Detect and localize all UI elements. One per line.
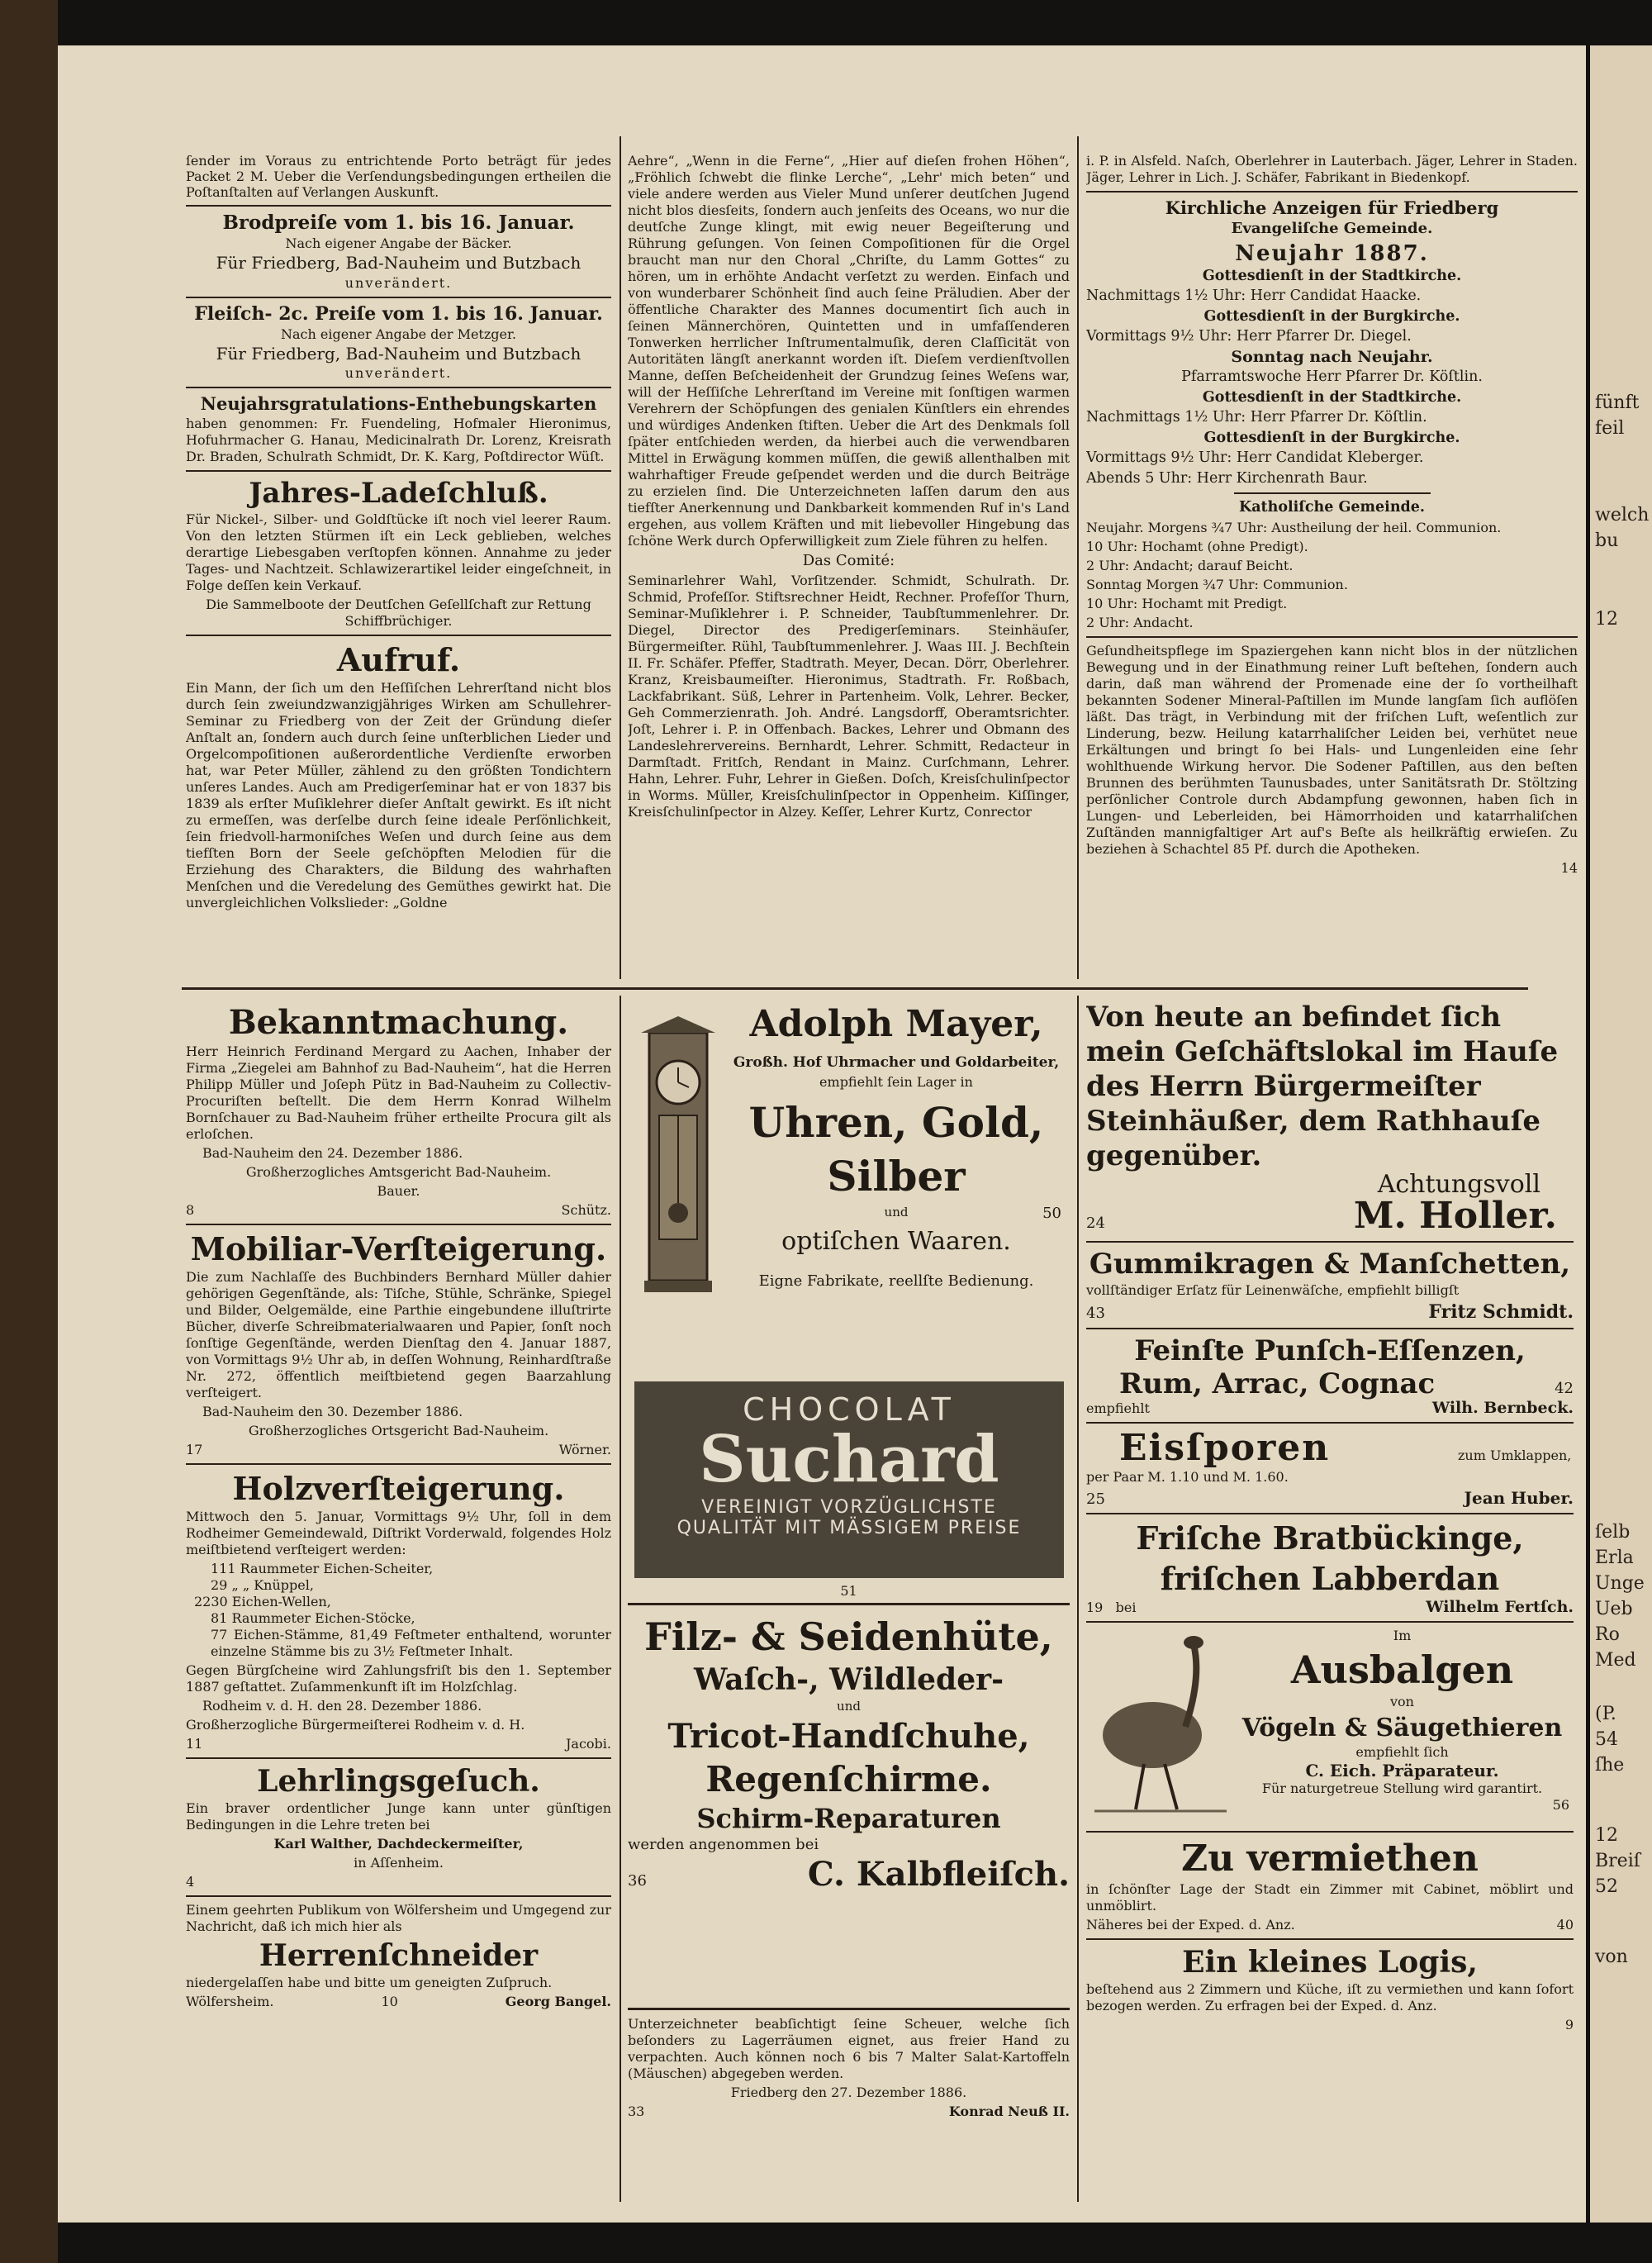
herring-bei: bei — [1115, 1599, 1137, 1615]
apprentice-title: Lehrlingsgeſuch. — [257, 1764, 540, 1799]
catholic-title: Katholiſche Gemeinde. — [1238, 499, 1426, 516]
wood-auction-text: Mittwoch den 5. Januar, Vormittags 9½ Uhr, ſoll in dem Rodheimer Gemeindewald, Diſtrikt Vorderwald, folgendes Holz meiſtbietend verſteigert werden: — [186, 1509, 611, 1557]
notice-sig: Schütz. — [561, 1202, 611, 1218]
furniture-auction-title: Mobiliar-Verſteigerung. — [190, 1230, 607, 1267]
notice-date: Bad-Nauheim den 24. Dezember 1886. — [202, 1145, 463, 1161]
taxidermy-im: Im — [1393, 1627, 1412, 1643]
church-item: Nachmittags 1½ Uhr: Herr Pfarrer Dr. Köſtlin. — [1086, 409, 1427, 426]
tailor-number: 10 — [381, 1994, 398, 2009]
punch-number: 42 — [1555, 1379, 1574, 1397]
committee-end: i. P. in Alsfeld. Naſch, Oberlehrer in Lauterbach. Jäger, Lehrer in Staden. Jäger, Lehrer in Lich. J. Schäfer, Fabrikant in Biedenkopf. — [1086, 153, 1578, 185]
wood-item: 29 „ „ Knüppel, — [211, 1577, 314, 1593]
apprentice-name: Karl Walther, Dachdeckermeiſter, — [273, 1836, 524, 1852]
furniture-auction-sign: Großherzogliches Ortsgericht Bad-Nauheim. — [248, 1423, 549, 1438]
herring-line-1: Friſche Bratbückinge, — [1136, 1519, 1524, 1557]
taxidermy-empfiehlt: empfiehlt ſich — [1355, 1743, 1449, 1760]
taxidermy-von: von — [1390, 1693, 1414, 1709]
mayer-headline-1: Uhren, Gold, — [748, 1098, 1044, 1147]
collars-name: Fritz Schmidt. — [1428, 1300, 1574, 1323]
mayer-ad — [628, 1000, 1070, 1372]
wood-item: 111 Raummeter Eichen-Scheiter, — [211, 1561, 434, 1576]
taxidermy-text: Für naturgetreue Stellung wird garantirt. — [1261, 1780, 1543, 1796]
barn-ad — [628, 2016, 1070, 2120]
adjacent-text: Unge — [1595, 1573, 1645, 1594]
tailor-name: Georg Bangel. — [505, 1994, 611, 2009]
taxidermy-title: Ausbalgen — [1290, 1647, 1514, 1692]
hats-line-6: werden angenommen bei — [628, 1836, 819, 1853]
adjacent-text: bu — [1595, 530, 1619, 551]
wood-auction-title: Holzverſteigerung. — [232, 1470, 565, 1507]
collars-title: Gummikragen & Manſchetten, — [1089, 1247, 1571, 1281]
adjacent-text: ſelb — [1595, 1522, 1631, 1543]
ice-spurs-number: 25 — [1086, 1490, 1105, 1508]
wood-auction-text2: Gegen Bürgſcheine wird Zahlungsfriſt bis den 1. September 1887 geſtattet. Zuſammenkunft iſt im Holzſchlag. — [186, 1662, 611, 1695]
hats-line-3: Tricot-Handſchuhe, — [667, 1717, 1030, 1756]
mayer-sub: Großh. Hof Uhrmacher und Goldarbeiter, — [733, 1054, 1060, 1071]
ice-spurs-name: Jean Huber. — [1464, 1487, 1574, 1508]
appeal-text: Ein Mann, der ſich um den Heſſiſchen Lehrerſtand nicht blos durch ſein zweiundzwanzigjähriges Wirken am Schullehrer-Seminar zu Friedberg von der Zeit der Gründung dieſer Anſtalt an, ſondern auch durch ſeine unſterblichen Lieder und Orgelcompoſitionen außerordentliche Verdienſte erworben hat, war Peter Müller, zählend zu den größten Tondichtern unſeres Landes. Auch am Predigerſeminar hat er von 1837 bis 1839 als erſter Muſiklehrer dieſer Anſtalt gewirkt. Es iſt nicht zu ermeſſen, was derſelbe durch ſeine ideale Perſönlichkeit, ſein friedvoll-harmoniſches Weſen und durch ſeine aus dem tiefſten Born der Seele geſchöpften Melodien für die Erziehung des Charakters, die Bildung des wahrhaften Menſchen und die Veredelung des Gemüthes gewirkt hat. Die unvergleichlichen Volkslieder: „Goldne — [186, 680, 611, 910]
hats-line-4: Regenſchirme. — [705, 1759, 992, 1799]
holler-achtung: Achtungsvoll — [1377, 1170, 1540, 1199]
holler-number: 24 — [1086, 1214, 1105, 1232]
adjacent-text: Ueb — [1595, 1599, 1633, 1619]
suchard-name: Suchard — [699, 1422, 999, 1497]
apprentice-place: in Aſſenheim. — [354, 1855, 444, 1871]
taxidermy-number: 56 — [1552, 1796, 1569, 1813]
barn-number: 33 — [628, 2104, 645, 2119]
mayer-footer: Eigne Fabrikate, reellſte Bedienung. — [758, 1272, 1034, 1290]
adjacent-text: (P. — [1595, 1704, 1616, 1724]
hats-ad — [628, 1611, 1070, 1893]
lodging-title: Ein kleines Logis, — [1182, 1944, 1478, 1980]
mayer-und: und — [884, 1205, 909, 1219]
taxidermy-line-2: Vögeln & Säugethieren — [1241, 1713, 1563, 1742]
apprentice-number: 4 — [186, 1874, 195, 1890]
adjacent-text: 54 — [1595, 1729, 1618, 1750]
column-1 — [186, 153, 611, 983]
hats-name: C. Kalbfleiſch. — [807, 1854, 1070, 1894]
bread-prices-sub: Nach eigener Angabe der Bäcker. — [285, 235, 512, 251]
ads-column-1 — [186, 1000, 611, 2214]
punch-empfiehlt: empfiehlt — [1086, 1400, 1150, 1417]
herring-number: 19 — [1086, 1599, 1104, 1615]
barn-text: Unterzeichneter beabſichtigt ſeine Scheuer, welche ſich beſonders zu Lagerräumen eignet, aus freier Hand zu verpachten. Auch können noch 6 bis 7 Malter Salat-Kartoffeln (Mäuschen) abgegeben werden. — [628, 2016, 1070, 2081]
taxidermy-ad — [1086, 1628, 1574, 1826]
wood-auction-name: Jacobi. — [566, 1736, 611, 1752]
adjacent-text: fünft — [1595, 392, 1640, 413]
ice-spurs-price: per Paar M. 1.10 und M. 1.60. — [1086, 1468, 1289, 1485]
adjacent-text: 52 — [1595, 1876, 1618, 1897]
ice-spurs-title: Eisſporen — [1119, 1427, 1331, 1470]
collars-text: vollſtändiger Erſatz für Leinenwäſche, empfiehlt billigſt — [1086, 1281, 1460, 1298]
lodging-text: beſtehend aus 2 Zimmern und Küche, iſt zu vermiethen und kann ſofort bezogen werden. Zu erfragen bei der Exped. d. Anz. — [1086, 1980, 1574, 2013]
suchard-top: CHOCOLAT — [743, 1391, 956, 1428]
notice-sign: Großherzogliches Amtsgericht Bad-Nauheim. — [245, 1164, 552, 1180]
furniture-auction-number: 17 — [186, 1442, 203, 1457]
wood-auction-date: Rodheim v. d. H. den 28. Dezember 1886. — [202, 1698, 482, 1714]
punch-line-2: Rum, Arrac, Cognac — [1119, 1367, 1436, 1400]
section-divider — [182, 987, 1528, 990]
church-item: Pfarramtswoche Herr Pfarrer Dr. Köſtlin. — [1181, 368, 1483, 385]
meat-prices-status: unverändert. — [344, 365, 453, 381]
holler-text: Von heute an befindet ſich mein Geſchäftslokal im Hauſe des Herrn Bürgermeiſter Steinhäußer, dem Rathhauſe gegenüber. — [1086, 1001, 1559, 1172]
mayer-headline-2: Silber — [827, 1152, 966, 1200]
meat-prices-sub: Nach eigener Angabe der Metzger. — [281, 326, 516, 342]
catholic-item: 2 Uhr: Andacht; darauf Beicht. — [1086, 557, 1294, 573]
appeal-continued: Aehre“, „Wenn in die Ferne“, „Hier auf dieſen frohen Höhen“, „Fröhlich ſchwebt die flinke Lerche“, „Lehr' mich beten“ und viele andere werden aus Vieler Mund unſerer deutſchen Jugend nicht blos diesſeits, ſondern auch jenſeits des Oceans, wo nur die deutſche Zunge klingt, mit ewig neuer Begeiſterung und Rührung geſungen. Von ſeinen Compoſitionen für die Orgel braucht man nur den Choral „Chriſte, du Lamm Gottes“ zu hören, um in erhöhte Andacht verſetzt zu werden. Einfach und von wunderbarer Schönheit ſind auch ſeine Präludien. Aber der öffentliche Charakter des Mannes documentirt ſich auch in ſeinen Männerchören, Quintetten und in umfaſſenderen Tonwerken herrlicher Inſtrumentalmuſik, deren Claſſicität von Autoritäten längſt anerkannt worden iſt. Dieſem verdienſtvollen Manne, deſſen Beſcheidenheit der Grundzug ſeines Weſens war, will der Heſſiſche Lehrerſtand im Vereine mit ſonſtigen warmen Verehrern der Schöpfungen des genialen Künſtlers ein ehrendes und würdiges Andenken ſtiften. Ueber die Art des Denkmals ſoll ſpäter entſchieden werden, da hierbei auch die verwendbaren Mittel in Erwägung kommen müſſen, die gewiß allenthalben mit wahrhaftiger Freude geſpendet werden und die durch Beiträge zu erzielen ſind. Die Unterzeichneten laſſen darum den aus tiefſter Anerkennung und Dankbarkeit kommenden Ruf in's Land ergehen, aus vollem Kräften und mit liebevoller Hingebung das ſchöne Werk durch Opferwilligkeit zum Ziele führen zu helfen. — [628, 153, 1070, 549]
ostrich-illustration — [1086, 1628, 1231, 1818]
committee-members: Seminarlehrer Wahl, Vorſitzender. Schmidt, Schulrath. Dr. Schmid, Profeſſor. Stiftsrechner Heidt, Rechner. Profeſſor Thurn, Seminar-Muſiklehrer i. P. Schneider, Taubſtummenlehrer. Dr. Diegel, Director des Predigerſeminars. Steinhäuſer, Bürgermeiſter. Rühl, Taubſtummenlehrer. J. Waas III. J. Bechſtein II. Fr. Schäfer. Pfeffer, Stadtrath. Meyer, Decan. Dörr, Oberlehrer. Kranz, Kreisbaumeiſter. Hieronimus, Stadtrath. Fr. Roßbach, Lackfabrikant. Süß, Lehrer in Partenheim. Volk, Lehrer. Becker, Geh Commerzienrath. Joh. André. Langsdorff, Oberamtsrichter. Joſt, Lehrer i. P. in Offenbach. Backes, Lehrer und Obmann des Landeslehrervereins. Bernhardt, Lehrer. Schmitt, Redacteur in Darmſtadt. Fritſch, Rendant in Mainz. Curſchmann, Lehrer. Hahn, Lehrer. Fuhr, Lehrer in Gießen. Doſch, Kreisſchulinſpector in Worms. Müller, Kreisſchulinſpector in Oppenheim. Kiſſinger, Kreisſchulinſpector in Alzey. Keſſer, Lehrer Kurtz, Conrector — [628, 572, 1070, 820]
year-end-title: Jahres-Ladeſchluß. — [249, 477, 548, 510]
bread-prices-places: Für Friedberg, Bad-Nauheim und Butzbach — [216, 253, 582, 273]
column-rule — [1077, 136, 1079, 979]
notice-text: Herr Heinrich Ferdinand Mergard zu Aachen, Inhaber der Firma „Ziegelei am Bahnhof zu Bad-Nauheim“, hat die Herren Philipp Müller und Joſeph Pütz in Bad-Nauheim zu Collectiv-Procuriſten beſtellt. Die dem Herrn Konrad Wilhelm Bornſchauer zu Bad-Nauheim früher ertheilte Procura gilt als erloſchen. — [186, 1044, 611, 1142]
church-item: Gottesdienſt in der Stadtkirche. — [1202, 267, 1462, 284]
suchard-ad — [634, 1381, 1064, 1578]
protestant-title: Evangeliſche Gemeinde. — [1231, 220, 1433, 237]
catholic-item: Neujahr. Morgens ¾7 Uhr: Austheilung der heil. Communion. — [1086, 519, 1502, 535]
church-item: Gottesdienſt in der Stadtkirche. — [1202, 388, 1462, 406]
church-item: Sonntag nach Neujahr. — [1231, 347, 1433, 366]
furniture-auction-name: Wörner. — [558, 1442, 611, 1457]
postage-note: ſender im Voraus zu entrichtende Porto beträgt für jedes Packet 2 M. Ueber die Verſendungsbedingungen ertheilen die Poſtanſtalten auf Verlangen Auskunft. — [186, 153, 611, 200]
church-item: Gottesdienſt in der Burgkirche. — [1203, 307, 1460, 325]
bread-prices-status: unverändert. — [344, 274, 453, 291]
new-year-cards-title: Neujahrsgratulations-Enthebungskarten — [200, 393, 597, 414]
church-item: Abends 5 Uhr: Herr Kirchenrath Baur. — [1086, 469, 1368, 487]
notice-number: 8 — [186, 1202, 195, 1218]
adjacent-text: welch — [1595, 505, 1650, 525]
suchard-number: 51 — [840, 1583, 857, 1599]
hats-title: Filz- & Seidenhüte, — [644, 1614, 1053, 1659]
year-end-text: Für Nickel-, Silber- und Goldſtücke iſt noch viel leerer Raum. Von den letzten Stürmen iſt ein Leck geblieben, welches derartige Liebesgaben verſtopfen können. Annahme zu jeder Tages- und Nachtzeit. Schlawizerartikel leider eingeſchneit, in Folge deſſen kein Verkauf. — [186, 511, 611, 593]
ice-spurs-zum: zum Umklappen, — [1458, 1448, 1572, 1464]
holler-name: M. Holler. — [1353, 1194, 1557, 1237]
notice-title: Bekanntmachung. — [228, 1003, 569, 1042]
new-year-heading: Neujahr 1887. — [1235, 240, 1429, 266]
herring-name: Wilhelm Fertſch. — [1426, 1597, 1574, 1616]
adjacent-text: Erla — [1595, 1547, 1634, 1568]
new-year-cards-text: haben genommen: Fr. Fuendeling, Hofmaler Hieronimus, Hofuhrmacher G. Hanau, Medicinalrath Dr. Lorenz, Kreisrath Dr. Braden, Schulrath Schmidt, Dr. K. Karg, Poſtdirector Wüſt. — [186, 416, 611, 464]
adjacent-text: 12 — [1595, 609, 1618, 630]
mayer-number: 50 — [1042, 1205, 1061, 1222]
ads-column-3 — [1086, 1000, 1574, 2214]
church-item: Vormittags 9½ Uhr: Herr Pfarrer Dr. Diegel. — [1086, 328, 1412, 345]
adjacent-text: 12 — [1595, 1825, 1618, 1846]
catholic-item: 2 Uhr: Andacht. — [1086, 614, 1194, 630]
mayer-headline-3: optiſchen Waaren. — [781, 1227, 1011, 1256]
adjacent-page-edge — [1590, 45, 1652, 2223]
meat-prices-places: Für Friedberg, Bad-Nauheim und Butzbach — [216, 343, 582, 364]
rent-title: Zu vermiethen — [1181, 1837, 1479, 1880]
suchard-line-2: QUALITÄT MIT MÄSSIGEM PREISE — [676, 1518, 1022, 1538]
column-rule — [620, 136, 621, 979]
catholic-item: 10 Uhr: Hochamt mit Predigt. — [1086, 595, 1288, 611]
hats-line-2: Waſch-, Wildleder- — [693, 1662, 1004, 1697]
tailor-title: Herrenſchneider — [259, 1938, 539, 1973]
wood-item: 81 Raummeter Eichen-Stöcke, — [211, 1610, 415, 1626]
collars-number: 43 — [1086, 1304, 1105, 1322]
ads-column-2 — [628, 1000, 1070, 2214]
column-rule — [620, 996, 621, 2202]
hats-line-5: Schirm-Reparaturen — [696, 1803, 1001, 1834]
rent-number: 40 — [1556, 1916, 1574, 1933]
catholic-item: Sonntag Morgen ¾7 Uhr: Communion. — [1086, 576, 1348, 592]
catholic-item: 10 Uhr: Hochamt (ohne Predigt). — [1086, 538, 1308, 554]
tailor-text: Einem geehrten Publikum von Wölfersheim und Umgegend zur Nachricht, daß ich mich hier als — [186, 1902, 611, 1934]
appeal-title: Aufruf. — [336, 641, 461, 678]
barn-name: Konrad Neuß II. — [948, 2104, 1070, 2119]
furniture-auction-text: Die zum Nachlaſſe des Buchbinders Bernhard Müller dahier gehörigen Gegenſtände, als: Tiſche, Stühle, Schränke, Spiegel und Bilder, Oelgemälde, eine Parthie eingebundene illuſtrirte Bücher, diverſe Schreibmaterialwaaren und Papier, ſonſt noch ſonſtige Gegenſtände, werden Dienſtag den 4. Januar 1887, von Vormittags 9½ Uhr ab, in deſſen Wohnung, Reinhardſtraße Nr. 272, öffentlich meiſtbietend gegen Baarzahlung verſteigert. — [186, 1269, 611, 1400]
church-notices-title: Kirchliche Anzeigen für Friedberg — [1165, 197, 1499, 218]
hats-number: 36 — [628, 1871, 647, 1890]
rent-text2: Näheres bei der Exped. d. Anz. — [1086, 1916, 1295, 1933]
column-3 — [1086, 153, 1578, 983]
soden-ad-number: 14 — [1560, 859, 1578, 876]
adjacent-text: Breiſ — [1595, 1851, 1640, 1871]
herring-line-2: friſchen Labberdan — [1160, 1559, 1500, 1597]
meat-prices-title: Fleiſch- 2c. Preiſe vom 1. bis 16. Januar. — [194, 302, 603, 325]
adjacent-text: Ro — [1595, 1624, 1620, 1645]
adjacent-text: von — [1595, 1947, 1628, 1967]
apprentice-text: Ein braver ordentlicher Junge kann unter günſtigen Bedingungen in die Lehre treten bei — [186, 1800, 611, 1833]
punch-name: Wilh. Bernbeck. — [1431, 1399, 1574, 1418]
wood-auction-number: 11 — [186, 1736, 203, 1752]
church-item: Vormittags 9½ Uhr: Herr Candidat Kleberger. — [1086, 449, 1424, 466]
adjacent-text: Med — [1595, 1650, 1636, 1671]
adjacent-text: feil — [1595, 418, 1625, 439]
rent-text: in ſchönſter Lage der Stadt ein Zimmer mit Cabinet, möblirt und unmöblirt. — [1086, 1880, 1574, 1914]
church-item: Gottesdienſt in der Burgkirche. — [1203, 429, 1460, 446]
punch-title: Feinſte Punſch-Eſſenzen, — [1134, 1334, 1526, 1367]
suchard-line-1: VEREINIGT VORZÜGLICHSTE — [701, 1497, 997, 1518]
tailor-text2: niedergelaſſen habe und bitte um geneigten Zuſpruch. — [186, 1975, 553, 1990]
wood-item: 2230 Eichen-Wellen, — [194, 1594, 331, 1609]
mayer-name: Adolph Mayer, — [749, 1003, 1043, 1045]
year-end-sign: Die Sammelboote der Deutſchen Geſellſchaft zur Rettung Schiffbrüchiger. — [206, 597, 591, 629]
church-item: Nachmittags 1½ Uhr: Herr Candidat Haacke. — [1086, 288, 1422, 304]
newspaper-page — [58, 45, 1586, 2223]
committee-title: Das Comité: — [802, 552, 895, 569]
lodging-number: 9 — [1564, 2016, 1574, 2032]
notice-name: Bauer. — [377, 1183, 420, 1199]
wood-item: 77 Eichen-Stämme, 81,49 Feſtmeter enthaltend, worunter einzelne Stämme bis zu 3½ Feſtmeter Inhalt. — [211, 1627, 611, 1659]
wood-auction-sign: Großherzogliche Bürgermeiſterei Rodheim v. d. H. — [186, 1717, 525, 1733]
furniture-auction-date: Bad-Nauheim den 30. Dezember 1886. — [202, 1404, 463, 1419]
tailor-place: Wölfersheim. — [186, 1994, 274, 2009]
soden-ad-text: Geſundheitspflege im Spaziergehen kann nicht blos in der nützlichen Bewegung und in der Einathmung reiner Luft beſtehen, ſondern auch darin, daß man während der Promenade eine der ſo vortheilhaft bekannten Sodener Mineral-Paſtillen im Munde langſam ſich auflöſen läßt. Das trägt, in Verbindung mit der friſchen Luft, weſentlich zur Linderung, bezw. Heilung katarrhaliſcher Leiden bei, verhütet neue Erkältungen und bringt ſo bei Hals- und Lungenleiden eine ſehr wohlthuende Wirkung hervor. Die Sodener Paſtillen, aus den beſten Brunnen des berühmten Taunusbades, unter Sanitätsrath Dr. Stöltzing perſönlicher Controle durch Abdampfung gewonnen, haben ſich in Lungen- und Leberleiden, bei Hämorrhoiden und katarrhaliſchen Zuſtänden mannigfaltiger Art auf's Beſte als heilkräftig erwieſen. Zu beziehen à Schachtel 85 Pf. durch die Apotheken. — [1086, 642, 1578, 857]
column-2 — [628, 153, 1070, 983]
barn-date: Friedberg den 27. Dezember 1886. — [730, 2085, 967, 2100]
bread-prices-title: Brodpreiſe vom 1. bis 16. Januar. — [222, 212, 575, 234]
column-rule — [1077, 996, 1079, 2202]
taxidermy-name: C. Eich. Präparateur. — [1305, 1760, 1499, 1780]
mayer-sub2: empfiehlt ſein Lager in — [819, 1074, 973, 1090]
hats-und: und — [837, 1699, 861, 1714]
clock-illustration — [633, 1016, 724, 1314]
adjacent-text: ſhe — [1595, 1755, 1625, 1776]
book-spine — [0, 0, 58, 2263]
